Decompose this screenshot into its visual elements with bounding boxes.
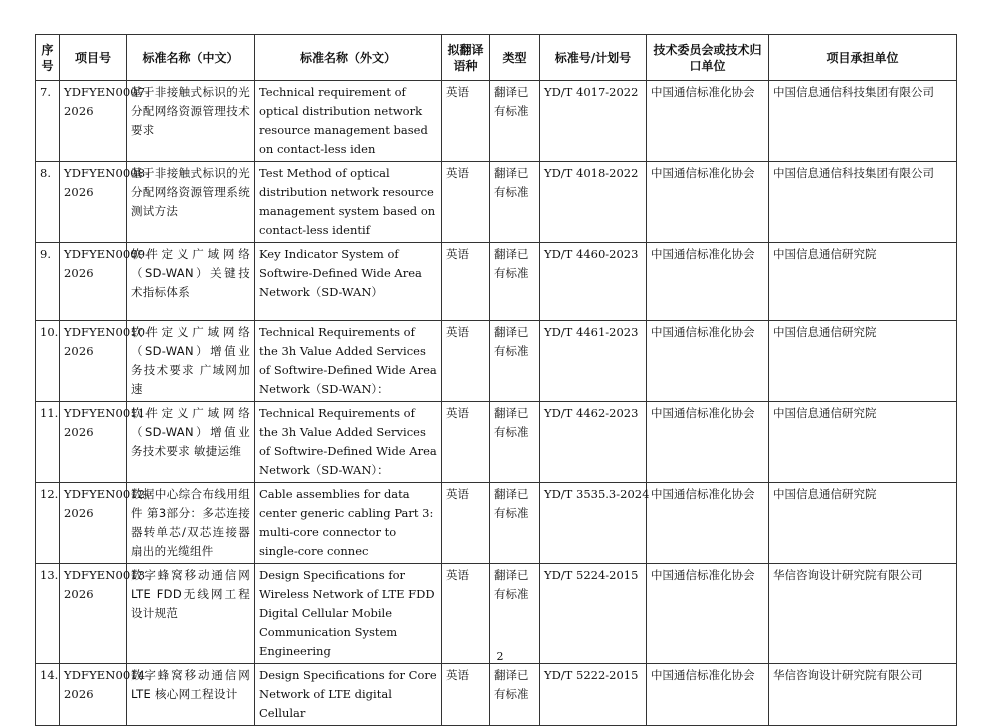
table-row <box>36 321 957 402</box>
cell-seq: 10. <box>36 321 60 402</box>
cell-unit: 华信咨询设计研究院有限公司 <box>769 664 957 726</box>
cell-std-no: YD/T 4462-2023 <box>540 402 647 483</box>
cell-project: YDFYEN0009-2026 <box>60 243 127 321</box>
header-seq: 序号 <box>36 35 60 81</box>
cell-unit: 中国信息通信科技集团有限公司 <box>769 162 957 243</box>
cell-project: YDFYEN0010-2026 <box>60 321 127 402</box>
cell-committee: 中国通信标准化协会 <box>647 483 769 564</box>
cell-name-cn: 基于非接触式标识的光分配网络资源管理技术要求 <box>127 81 255 162</box>
cell-unit: 中国信息通信研究院 <box>769 321 957 402</box>
cell-std-no: YD/T 5222-2015 <box>540 664 647 726</box>
cell-project: YDFYEN0007-2026 <box>60 81 127 162</box>
cell-language: 英语 <box>442 321 490 402</box>
cell-std-no: YD/T 4461-2023 <box>540 321 647 402</box>
cell-seq: 11. <box>36 402 60 483</box>
cell-std-no: YD/T 3535.3-2024 <box>540 483 647 564</box>
cell-name-en: Design Specifications for Wireless Network of LTE FDD Digital Cellular Mobile Communication System Engineering <box>255 564 442 664</box>
cell-std-no: YD/T 4460-2023 <box>540 243 647 321</box>
header-project: 项目号 <box>60 35 127 81</box>
cell-committee: 中国通信标准化协会 <box>647 243 769 321</box>
header-name-en: 标准名称（外文） <box>255 35 442 81</box>
cell-name-cn: 数字蜂窝移动通信网LTE 核心网工程设计 <box>127 664 255 726</box>
cell-name-en: Technical requirement of optical distribution network resource management based on contact-less iden <box>255 81 442 162</box>
cell-name-en: Design Specifications for Core Network of LTE digital Cellular <box>255 664 442 726</box>
cell-language: 英语 <box>442 162 490 243</box>
cell-project: YDFYEN0013-2026 <box>60 564 127 664</box>
cell-name-cn: 软件定义广域网络（SD-WAN）增值业务技术要求 广域网加速 <box>127 321 255 402</box>
cell-language: 英语 <box>442 243 490 321</box>
cell-name-en: Test Method of optical distribution network resource management system based on contact-less identif <box>255 162 442 243</box>
table-row <box>36 402 957 483</box>
cell-committee: 中国通信标准化协会 <box>647 81 769 162</box>
cell-unit: 华信咨询设计研究院有限公司 <box>769 564 957 664</box>
cell-name-cn: 基于非接触式标识的光分配网络资源管理系统测试方法 <box>127 162 255 243</box>
cell-name-en: Cable assemblies for data center generic cabling Part 3: multi-core connector to single-core connec <box>255 483 442 564</box>
cell-language: 英语 <box>442 483 490 564</box>
cell-type: 翻译已有标准 <box>490 664 540 726</box>
cell-std-no: YD/T 4018-2022 <box>540 162 647 243</box>
cell-language: 英语 <box>442 402 490 483</box>
cell-type: 翻译已有标准 <box>490 564 540 664</box>
header-committee: 技术委员会或技术归口单位 <box>647 35 769 81</box>
cell-std-no: YD/T 5224-2015 <box>540 564 647 664</box>
table-row <box>36 243 957 321</box>
table-row <box>36 483 957 564</box>
table-row <box>36 81 957 162</box>
header-name-cn: 标准名称（中文） <box>127 35 255 81</box>
cell-committee: 中国通信标准化协会 <box>647 402 769 483</box>
cell-project: YDFYEN0008-2026 <box>60 162 127 243</box>
cell-name-en: Technical Requirements of the 3h Value Added Services of Softwire-Defined Wide Area Network（SD-WAN）： <box>255 321 442 402</box>
table-row <box>36 162 957 243</box>
cell-name-cn: 软件定义广域网络（SD-WAN）增值业务技术要求 敏捷运维 <box>127 402 255 483</box>
cell-committee: 中国通信标准化协会 <box>647 664 769 726</box>
cell-type: 翻译已有标准 <box>490 483 540 564</box>
cell-name-cn: 软件定义广域网络（SD-WAN）关键技术指标体系 <box>127 243 255 321</box>
cell-committee: 中国通信标准化协会 <box>647 321 769 402</box>
header-language: 拟翻译语种 <box>442 35 490 81</box>
header-unit: 项目承担单位 <box>769 35 957 81</box>
cell-seq: 8. <box>36 162 60 243</box>
cell-project: YDFYEN0011-2026 <box>60 402 127 483</box>
table-row <box>36 664 957 726</box>
cell-type: 翻译已有标准 <box>490 81 540 162</box>
cell-unit: 中国信息通信科技集团有限公司 <box>769 81 957 162</box>
cell-seq: 14. <box>36 664 60 726</box>
cell-committee: 中国通信标准化协会 <box>647 162 769 243</box>
cell-project: YDFYEN0012-2026 <box>60 483 127 564</box>
cell-name-cn: 数据中心综合布线用组件 第3部分：多芯连接器转单芯/双芯连接器扇出的光缆组件 <box>127 483 255 564</box>
cell-type: 翻译已有标准 <box>490 321 540 402</box>
cell-std-no: YD/T 4017-2022 <box>540 81 647 162</box>
standards-table <box>35 34 957 726</box>
header-row <box>36 35 957 81</box>
cell-type: 翻译已有标准 <box>490 162 540 243</box>
cell-name-cn: 数字蜂窝移动通信网LTE FDD无线网工程设计规范 <box>127 564 255 664</box>
cell-type: 翻译已有标准 <box>490 402 540 483</box>
cell-unit: 中国信息通信研究院 <box>769 243 957 321</box>
cell-name-en: Technical Requirements of the 3h Value Added Services of Softwire-Defined Wide Area Network（SD-WAN）： <box>255 402 442 483</box>
cell-committee: 中国通信标准化协会 <box>647 564 769 664</box>
cell-name-en: Key Indicator System of Softwire-Defined Wide Area Network（SD-WAN） <box>255 243 442 321</box>
cell-unit: 中国信息通信研究院 <box>769 483 957 564</box>
page-number: 2 <box>496 650 504 663</box>
header-type: 类型 <box>490 35 540 81</box>
header-std-no: 标准号/计划号 <box>540 35 647 81</box>
table-row <box>36 564 957 664</box>
cell-project: YDFYEN0014-2026 <box>60 664 127 726</box>
cell-seq: 12. <box>36 483 60 564</box>
cell-seq: 13. <box>36 564 60 664</box>
cell-language: 英语 <box>442 664 490 726</box>
cell-seq: 7. <box>36 81 60 162</box>
cell-seq: 9. <box>36 243 60 321</box>
cell-unit: 中国信息通信研究院 <box>769 402 957 483</box>
cell-language: 英语 <box>442 81 490 162</box>
cell-language: 英语 <box>442 564 490 664</box>
cell-type: 翻译已有标准 <box>490 243 540 321</box>
